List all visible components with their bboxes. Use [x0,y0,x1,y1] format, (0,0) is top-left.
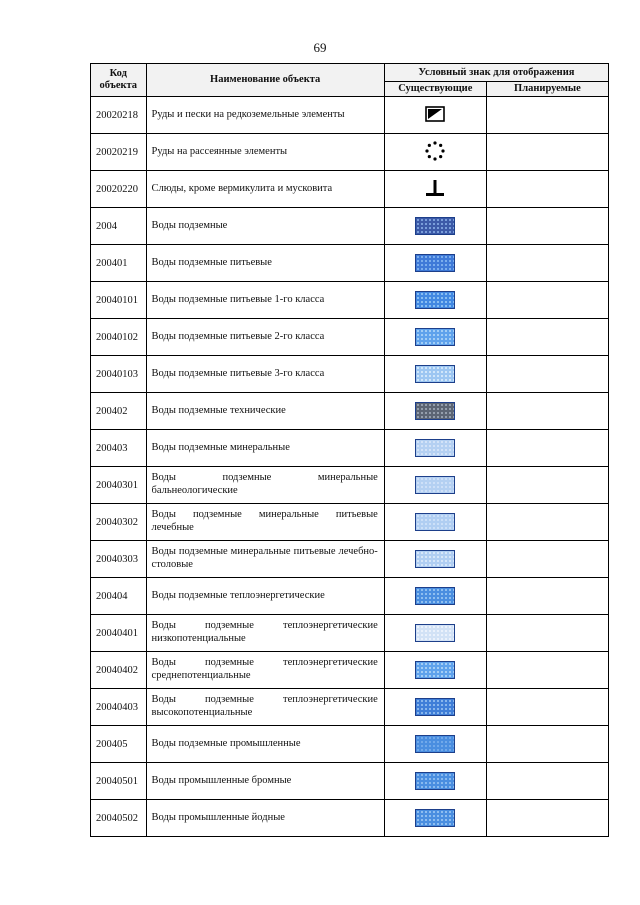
object-code: 20020218 [91,97,147,134]
existing-symbol-cell [384,467,486,504]
symbol-swatch-icon [415,402,455,420]
planned-symbol-cell [486,171,608,208]
planned-symbol-cell [486,800,608,837]
object-code: 20040101 [91,282,147,319]
planned-symbol-cell [486,319,608,356]
object-code: 20040403 [91,689,147,726]
table-row [91,763,609,800]
dotted-circle-icon [424,140,446,165]
planned-symbol-cell [486,208,608,245]
table-row [91,541,609,578]
symbol-swatch-icon [415,809,455,827]
existing-symbol-cell [384,319,486,356]
object-code: 20020220 [91,171,147,208]
table-row [91,430,609,467]
object-code: 20040402 [91,652,147,689]
existing-symbol-cell [384,652,486,689]
table-row [91,134,609,171]
object-name: Воды промышленные йодные [146,800,384,837]
table-row [91,97,609,134]
existing-symbol-cell [384,615,486,652]
existing-symbol-cell [384,282,486,319]
object-code: 20040102 [91,319,147,356]
table-row [91,800,609,837]
object-name: Воды подземные теплоэнергетические среднепотенциальные [146,652,384,689]
planned-symbol-cell [486,97,608,134]
object-name: Воды подземные минеральные [146,430,384,467]
existing-symbol-cell [384,578,486,615]
table-row [91,319,609,356]
symbol-swatch-icon [415,698,455,716]
object-code: 200403 [91,430,147,467]
existing-symbol-cell [384,245,486,282]
framed-triangle-icon [425,106,445,125]
header-code: Код объекта [91,64,147,97]
object-name: Воды подземные технические [146,393,384,430]
object-code: 20040501 [91,763,147,800]
symbol-swatch-icon [415,476,455,494]
planned-symbol-cell [486,652,608,689]
symbol-swatch-icon [415,550,455,568]
table-row [91,245,609,282]
planned-symbol-cell [486,134,608,171]
object-code: 20040502 [91,800,147,837]
object-name: Воды подземные питьевые 3-го класса [146,356,384,393]
existing-symbol-cell [384,356,486,393]
planned-symbol-cell [486,356,608,393]
inverted-t-icon [424,178,446,201]
planned-symbol-cell [486,245,608,282]
object-code: 20020219 [91,134,147,171]
object-code: 20040103 [91,356,147,393]
existing-symbol-cell [384,134,486,171]
table-row [91,615,609,652]
legend-table [90,63,609,837]
planned-symbol-cell [486,430,608,467]
symbol-swatch-icon [415,254,455,272]
header-symbol-group: Условный знак для отображения [384,64,608,82]
object-name: Воды подземные [146,208,384,245]
object-code: 200402 [91,393,147,430]
object-name: Воды подземные питьевые 2-го класса [146,319,384,356]
planned-symbol-cell [486,689,608,726]
table-row [91,689,609,726]
planned-symbol-cell [486,578,608,615]
object-name: Воды подземные минеральные бальнеологические [146,467,384,504]
existing-symbol-cell [384,504,486,541]
object-code: 20040302 [91,504,147,541]
planned-symbol-cell [486,504,608,541]
symbol-swatch-icon [415,365,455,383]
object-code: 20040303 [91,541,147,578]
header-name: Наименование объекта [146,64,384,97]
symbol-swatch-icon [415,735,455,753]
table-row [91,467,609,504]
object-name: Воды подземные теплоэнергетические низкопотенциальные [146,615,384,652]
existing-symbol-cell [384,726,486,763]
planned-symbol-cell [486,541,608,578]
header-existing: Существующие [384,82,486,97]
existing-symbol-cell [384,689,486,726]
object-code: 2004 [91,208,147,245]
symbol-swatch-icon [415,439,455,457]
table-row [91,356,609,393]
existing-symbol-cell [384,763,486,800]
table-row [91,652,609,689]
planned-symbol-cell [486,282,608,319]
table-row [91,504,609,541]
object-name: Слюды, кроме вермикулита и мусковита [146,171,384,208]
symbol-swatch-icon [415,587,455,605]
object-name: Руды на рассеянные элементы [146,134,384,171]
object-name: Воды промышленные бромные [146,763,384,800]
object-code: 200401 [91,245,147,282]
planned-symbol-cell [486,467,608,504]
table-row [91,208,609,245]
object-code: 200405 [91,726,147,763]
planned-symbol-cell [486,726,608,763]
existing-symbol-cell [384,541,486,578]
object-name: Воды подземные промышленные [146,726,384,763]
existing-symbol-cell [384,97,486,134]
object-name: Руды и пески на редкоземельные элементы [146,97,384,134]
object-name: Воды подземные питьевые [146,245,384,282]
object-name: Воды подземные минеральные питьевые лечебные [146,504,384,541]
symbol-swatch-icon [415,328,455,346]
planned-symbol-cell [486,393,608,430]
object-code: 20040401 [91,615,147,652]
existing-symbol-cell [384,171,486,208]
table-row [91,578,609,615]
object-code: 200404 [91,578,147,615]
object-name: Воды подземные теплоэнергетические [146,578,384,615]
object-name: Воды подземные теплоэнергетические высокопотенциальные [146,689,384,726]
object-code: 20040301 [91,467,147,504]
object-name: Воды подземные минеральные питьевые лечебно-столовые [146,541,384,578]
planned-symbol-cell [486,763,608,800]
symbol-swatch-icon [415,291,455,309]
symbol-swatch-icon [415,624,455,642]
symbol-swatch-icon [415,217,455,235]
planned-symbol-cell [486,615,608,652]
table-row [91,726,609,763]
page-number: 69 [313,40,327,55]
object-name: Воды подземные питьевые 1-го класса [146,282,384,319]
existing-symbol-cell [384,430,486,467]
existing-symbol-cell [384,208,486,245]
table-row [91,282,609,319]
existing-symbol-cell [384,800,486,837]
symbol-swatch-icon [415,513,455,531]
table-row [91,171,609,208]
existing-symbol-cell [384,393,486,430]
table-row [91,393,609,430]
header-planned: Планируемые [486,82,608,97]
symbol-swatch-icon [415,661,455,679]
symbol-swatch-icon [415,772,455,790]
